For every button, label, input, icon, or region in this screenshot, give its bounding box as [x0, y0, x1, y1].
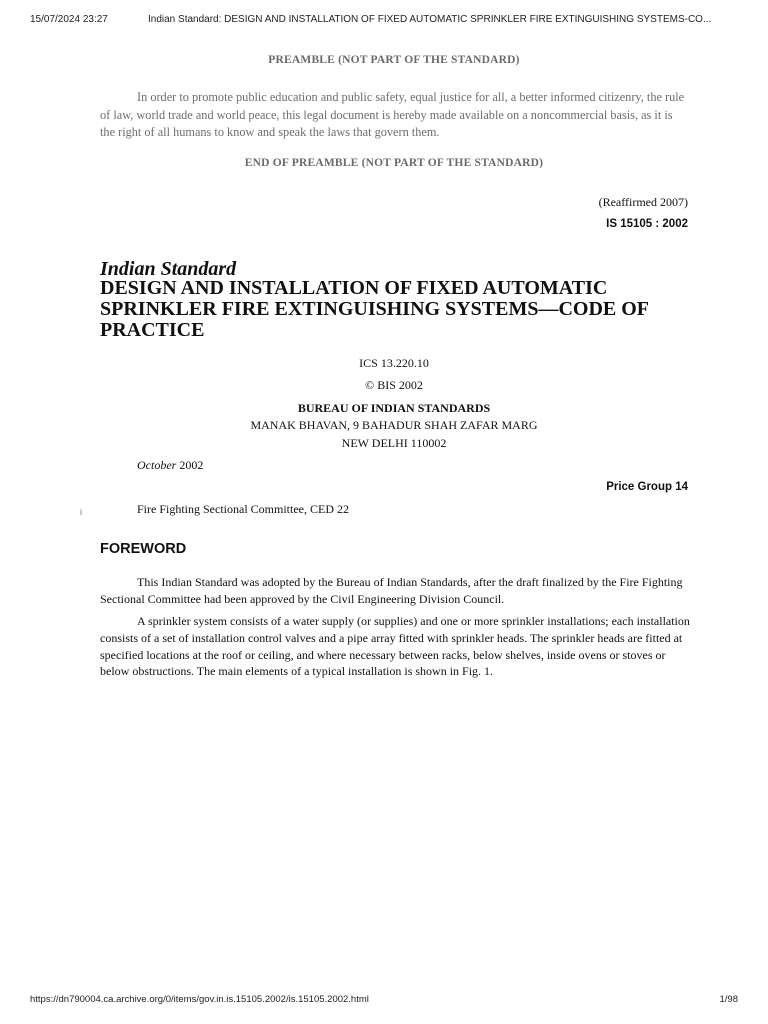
ics-code: ICS 13.220.10 — [359, 356, 429, 370]
preamble-title: PREAMBLE (NOT PART OF THE STANDARD) — [268, 54, 520, 66]
copyright: © BIS 2002 — [365, 378, 423, 392]
bureau-address-line2: NEW DELHI 110002 — [341, 436, 447, 450]
preamble-end: END OF PREAMBLE (NOT PART OF THE STANDARD) — [244, 157, 544, 169]
page-number: 1/98 — [719, 994, 738, 1005]
publication-date — [137, 458, 203, 473]
print-page-title: Indian Standard: DESIGN AND INSTALLATION OF FIXED AUTOMATIC SPRINKLER FIRE EXTINGUISHING SYSTEMS-CO... — [148, 14, 712, 25]
document-series: Indian Standard — [100, 258, 237, 280]
bureau-address-line1: MANAK BHAVAN, 9 BAHADUR SHAH ZAFAR MARG — [250, 418, 538, 432]
preamble-body: In order to promote public education and public safety, equal justice for all, a better informed citizenry, the rule of law, world trade and world peace, this legal document is hereby made available on a noncommercial basis, as it is the right of all humans to know and speak the laws that govern them. — [100, 90, 685, 140]
bureau-name: BUREAU OF INDIAN STANDARDS — [297, 401, 491, 415]
price-group: Price Group 14 — [606, 481, 688, 493]
print-url: https://dn790004.ca.archive.org/0/items/gov.in.is.15105.2002/is.15105.2002.html — [30, 994, 369, 1005]
foreword-paragraph-1: This Indian Standard was adopted by the Bureau of Indian Standards, after the draft finalized by the Fire Fighting Sectional Committee had been approved by the Civil Engineering Division Council. — [100, 575, 683, 606]
margin-mark: i — [80, 507, 82, 517]
committee-name: Fire Fighting Sectional Committee, CED 22 — [137, 502, 349, 516]
standard-code: IS 15105 : 2002 — [606, 218, 688, 230]
print-date: 15/07/2024 23:27 — [30, 14, 108, 25]
foreword-paragraph-2: A sprinkler system consists of a water supply (or supplies) and one or more sprinkler installations; each installation consists of a set of installation control valves and a pipe array fitted with sprinkler heads. The sprinkler heads are fitted at specified locations at the roof or ceiling, and where necessary between racks, below shelves, inside ovens or stoves or below obstructions. The main elements of a typical installation is shown in Fig. 1. — [100, 614, 690, 679]
publication-month: October — [137, 458, 177, 472]
foreword-heading: FOREWORD — [100, 541, 187, 557]
publication-year: 2002 — [179, 458, 204, 472]
document-title: DESIGN AND INSTALLATION OF FIXED AUTOMATIC SPRINKLER FIRE EXTINGUISHING SYSTEMS—CODE OF PRACTICE — [100, 277, 649, 341]
reaffirmed-note: (Reaffirmed 2007) — [598, 195, 688, 209]
